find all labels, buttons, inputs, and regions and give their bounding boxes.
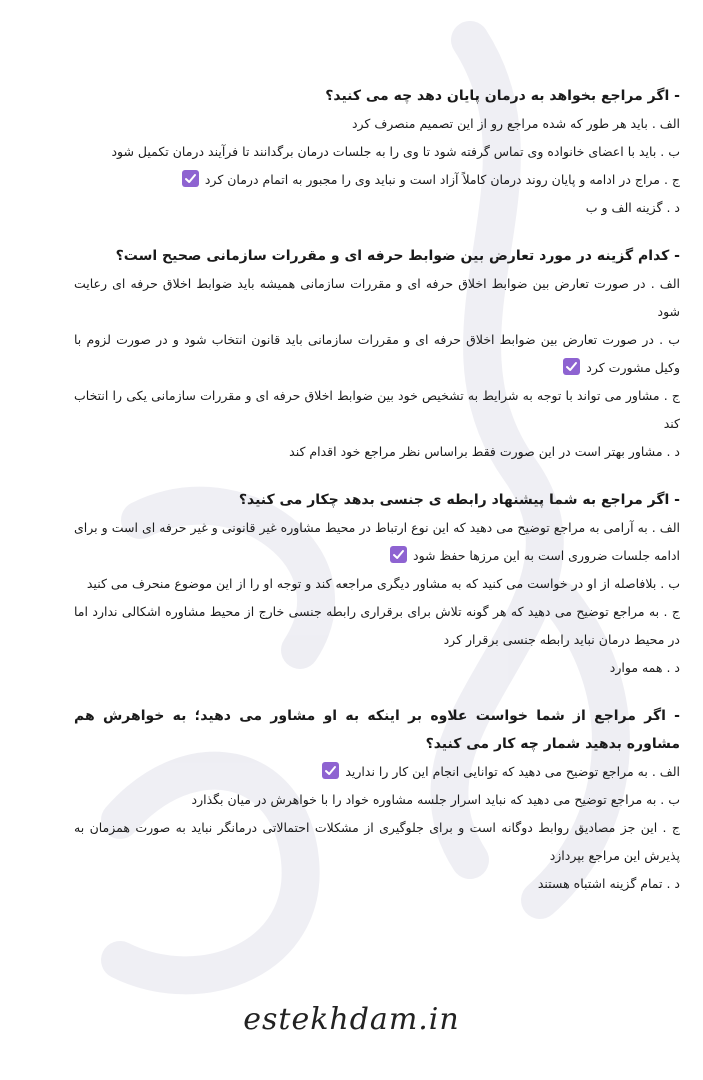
answer-text: ج . مشاور می تواند با توجه به شرایط به تشخیص خود بین ضوابط اخلاق حرفه ای و مقررات سازمانی یکی را انتخاب کند (74, 388, 680, 431)
answer-text: الف . به مراجع توضیح می دهید که توانایی انجام این کار را ندارید (345, 764, 680, 779)
question-title: - کدام گزینه در مورد تعارض بین ضوابط حرفه ای و مقررات سازمانی صحیح است؟ (115, 248, 680, 264)
answer-option (74, 166, 680, 194)
answer-text: ب . در صورت تعارض بین ضوابط اخلاق حرفه ای و مقررات سازمانی باید قانون انتخاب شود و در صورت لزوم با وکیل مشورت کرد (74, 332, 680, 375)
answer-option (74, 786, 680, 814)
question-block (74, 242, 680, 466)
site-footer: estekhdam.in (243, 1002, 460, 1037)
answer-text: ب . باید با اعضای خانواده وی تماس گرفته شود تا وی را به جلسات درمان برگدانند تا فرآیند درمان تکمیل شود (111, 144, 680, 159)
question-list (74, 82, 680, 918)
answer-option (74, 138, 680, 166)
correct-check-icon (182, 170, 199, 187)
question-block (74, 486, 680, 682)
answer-text: الف . باید هر طور که شده مراجع رو از این تصمیم منصرف کرد (351, 116, 680, 131)
answer-text: د . مشاور بهتر است در این صورت فقط براساس نظر مراجع خود اقدام کند (289, 444, 680, 459)
question-title: - اگر مراجع بخواهد به درمان پایان دهد چه می کنید؟ (325, 88, 680, 104)
answer-option (74, 438, 680, 466)
answer-text: ج . مراج در ادامه و پایان روند درمان کاملاً آزاد است و نباید وی را مجبور به اتمام درمان کرد (204, 172, 680, 187)
answer-option (74, 194, 680, 222)
correct-check-icon (563, 358, 580, 375)
answer-option (74, 270, 680, 326)
answer-option (74, 110, 680, 138)
answer-option (74, 326, 680, 382)
correct-check-icon (390, 546, 407, 563)
answer-option (74, 514, 680, 570)
answer-text: الف . به آرامی به مراجع توضیح می دهید که این نوع ارتباط در محیط مشاوره غیر قانونی و غیر حرفه ای است و برای ادامه جلسات ضروری است به این مرزها حفظ شود (74, 520, 680, 563)
answer-option (74, 598, 680, 654)
answer-option (74, 570, 680, 598)
answer-option (74, 382, 680, 438)
answer-text: ب . به مراجع توضیح می دهید که نباید اسرار جلسه مشاوره خواد را با خواهرش در میان بگذارد (191, 792, 680, 807)
answer-text: ب . بلافاصله از او در خواست می کنید که به مشاور دیگری مراجعه کند و توجه او را از این موضوع منحرف می کنید (86, 576, 680, 591)
answer-text: الف . در صورت تعارض بین ضوابط اخلاق حرفه ای و مقررات سازمانی همیشه باید ضوابط اخلاق حرفه ای رعایت شود (74, 276, 680, 319)
question-block (74, 82, 680, 222)
answer-option (74, 758, 680, 786)
answer-text: ج . این جز مصادیق روابط دوگانه است و برای جلوگیری از مشکلات احتمالاتی درمانگر نباید به صورت همزمان به پذیرش این مراجع بپردازد (74, 820, 680, 863)
answer-text: د . تمام گزینه اشتباه هستند (537, 876, 680, 891)
answer-option (74, 814, 680, 870)
correct-check-icon (322, 762, 339, 779)
answer-text: ج . به مراجع توضیح می دهید که هر گونه تلاش برای برقراری رابطه جنسی خارج از محیط مشاوره اشکالی ندارد اما در محیط درمان نباید رابطه جنسی برقرار کرد (74, 604, 680, 647)
answer-option (74, 654, 680, 682)
question-block (74, 702, 680, 898)
answer-text: د . همه موارد (609, 660, 680, 675)
answer-text: د . گزینه الف و ب (585, 200, 680, 215)
question-title: - اگر مراجع به شما پیشنهاد رابطه ی جنسی بدهد چکار می کنید؟ (238, 492, 680, 508)
answer-option (74, 870, 680, 898)
question-title: - اگر مراجع از شما خواست علاوه بر اینکه به او مشاور می دهید؛ به خواهرش هم مشاوره بدهید شمار چه کار می کنید؟ (74, 708, 680, 752)
